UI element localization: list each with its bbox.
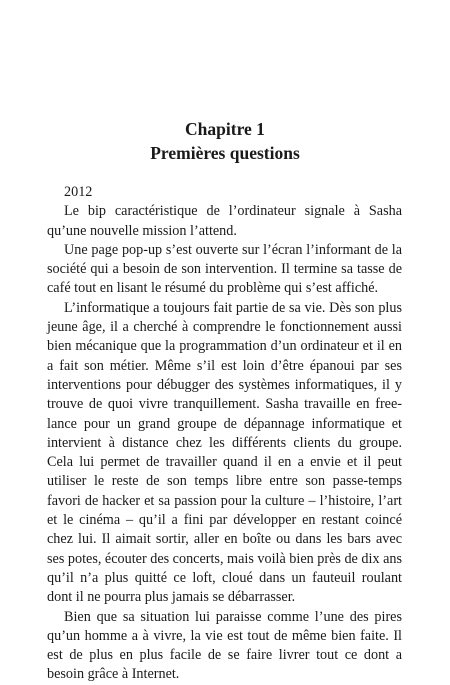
paragraph-3: L’informatique a toujours fait partie de sa vie. Dès son plus jeune âge, il a cherché à comprendre le fonctionnement aussi bien mécanique que la programmation d’un ordinateur et il en a fait son métier. Même s’il est loin d’être épanoui par ses interventions pour débugger des systèmes informatiques, il y trouve de quoi vivre tranquillement. Sasha travaille en free-lance pour un grand groupe de dépannage informatique et intervient à distance chez les différents clients du groupe. Cela lui permet de travailler quand il en a envie et il peut utiliser le reste de son temps libre entre son passe-temps favori de hacker et sa passion pour la culture – l’histoire, l’art et le cinéma – qu’il a fini par développer en restant coincé chez lui. Il aimait sortir, aller en boîte ou dans les bars avec ses potes, écouter des concerts, mais voilà bien près de dix ans qu’il n’a plus quitté ce loft, cloué dans un fauteuil roulant dont il ne pourra plus jamais se débarrasser. bbox=[47, 299, 402, 606]
chapter-body bbox=[47, 183, 402, 685]
paragraph-1: Le bip caractéristique de l’ordinateur signale à Sasha qu’une nouvelle mission l’attend. bbox=[47, 203, 402, 239]
chapter-heading bbox=[0, 117, 450, 165]
chapter-title: Premières questions bbox=[150, 143, 300, 163]
paragraph-4: Bien que sa situation lui paraisse comme l’une des pires qu’un homme a à vivre, la vie est tout de même bien faite. Il est de plus en plus facile de se faire livrer tout ce dont a besoin grâce à Internet. bbox=[47, 608, 402, 683]
paragraph-2: Une page pop-up s’est ouverte sur l’écran l’informant de la société qui a besoin de son intervention. Il termine sa tasse de café tout en lisant le résumé du problème qui s’est affiché. bbox=[47, 241, 402, 297]
chapter-number: Chapitre 1 bbox=[185, 119, 265, 139]
paragraph-year: 2012 bbox=[64, 184, 93, 200]
